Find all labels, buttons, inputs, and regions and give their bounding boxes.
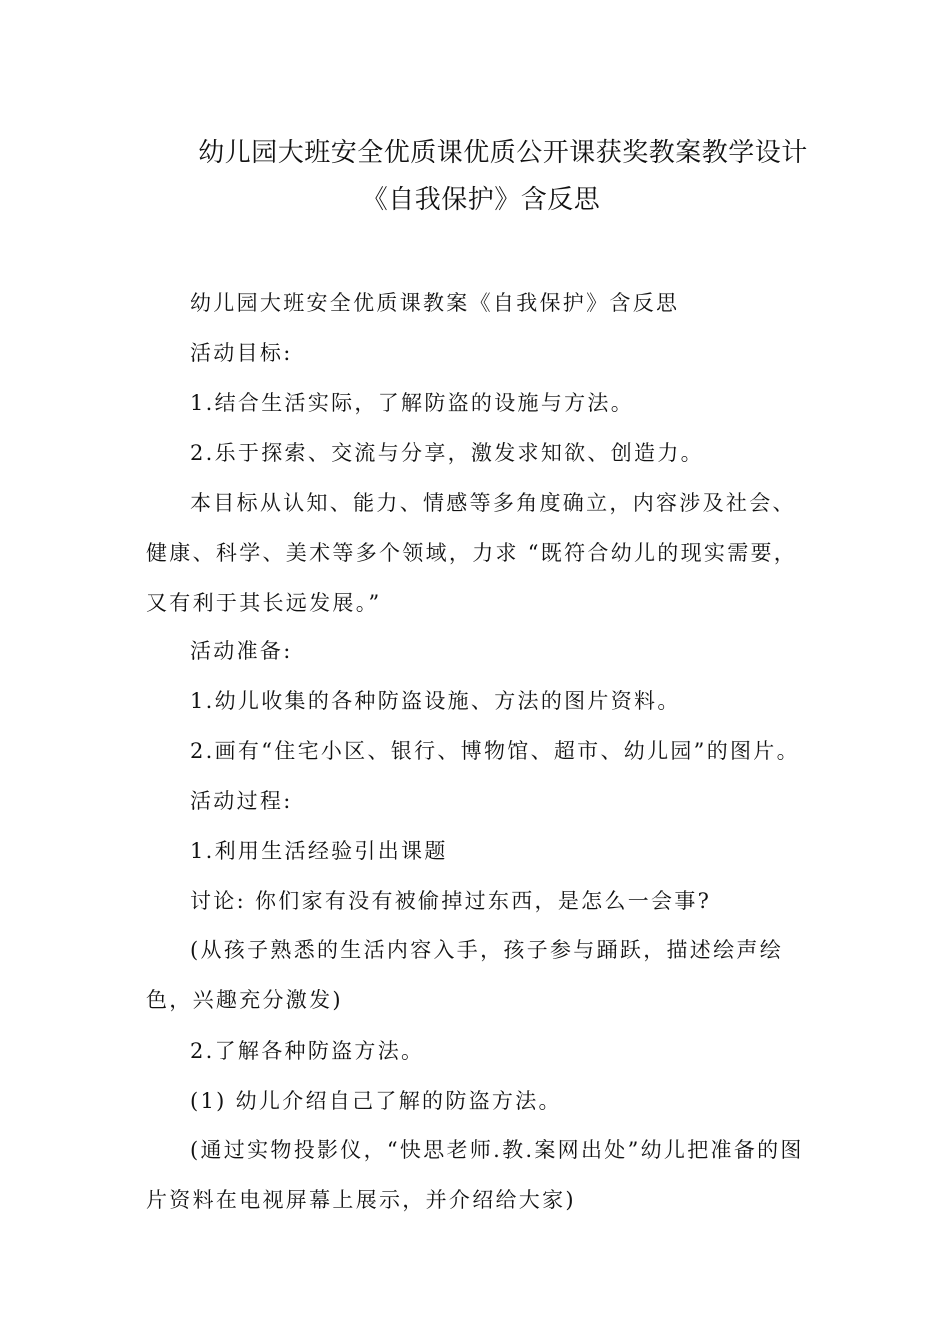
process-step-1: 1.利用生活经验引出课题 bbox=[190, 839, 448, 863]
preparation-item-2: 2.画有“住宅小区、银行、博物馆、超市、幼儿园”的图片。 bbox=[190, 739, 800, 763]
document-title-line2: 《自我保护》含反思 bbox=[361, 185, 601, 215]
paragraph-intro: 幼儿园大班安全优质课教案《自我保护》含反思 bbox=[190, 291, 680, 315]
preparation-item-1: 1.幼儿收集的各种防盗设施、方法的图片资料。 bbox=[190, 689, 681, 713]
paragraph-goal-explanation: 本目标从认知、能力、情感等多角度确立，内容涉及社会、健康、科学、美术等多个领域，力求 “既符合幼儿的现实需要，又有利于其长远发展。” bbox=[146, 491, 798, 615]
paragraph-projector-note: (通过实物投影仪，“快思老师.教.案网出处”幼儿把准备的图片资料在电视屏幕上展示，并介绍给大家) bbox=[146, 1138, 804, 1212]
heading-goals: 活动目标: bbox=[190, 341, 293, 365]
process-substep-1: (1) 幼儿介绍自己了解的防盗方法。 bbox=[190, 1089, 562, 1113]
document-title-line1: 幼儿园大班安全优质课优质公开课获奖教案教学设计 bbox=[198, 138, 808, 168]
heading-process: 活动过程: bbox=[190, 789, 293, 813]
discussion-question: 讨论: 你们家有没有被偷掉过东西，是怎么一会事? bbox=[190, 889, 712, 913]
paragraph-discussion-note: (从孩子熟悉的生活内容入手，孩子参与踊跃，描述绘声绘色，兴趣充分激发) bbox=[146, 938, 783, 1012]
heading-preparation: 活动准备: bbox=[190, 639, 293, 663]
goal-item-2: 2.乐于探索、交流与分享，激发求知欲、创造力。 bbox=[190, 441, 704, 465]
process-step-2: 2.了解各种防盗方法。 bbox=[190, 1039, 425, 1063]
goal-item-1: 1.结合生活实际，了解防盗的设施与方法。 bbox=[190, 391, 635, 415]
